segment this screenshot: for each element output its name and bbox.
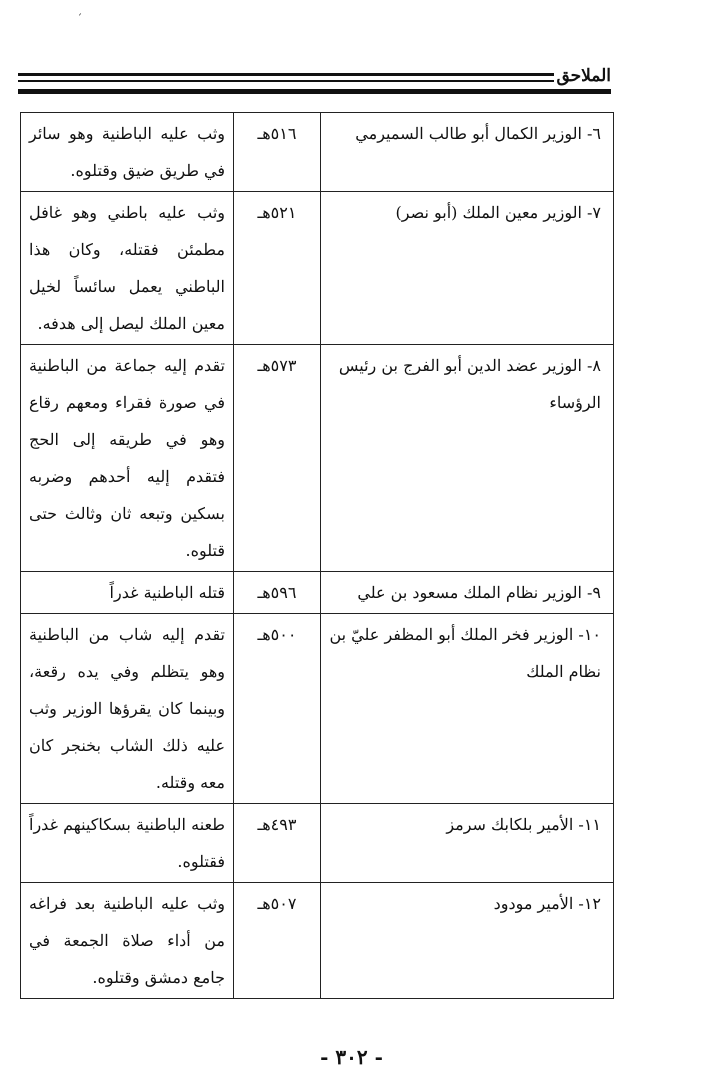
- victim-name-cell: ٩- الوزير نظام الملك مسعود بن علي: [321, 572, 614, 614]
- table-row: [21, 113, 614, 192]
- running-header-title: الملاحق: [556, 66, 611, 86]
- table-row: [21, 345, 614, 572]
- description-cell: وثب عليه الباطنية بعد فراغه من أداء صلاة الجمعة في جامع دمشق وقتلوه.: [21, 883, 234, 999]
- date-cell: ٥٢١هـ: [234, 192, 321, 345]
- table-row: [21, 572, 614, 614]
- date-cell: ٥٠٧هـ: [234, 883, 321, 999]
- header-rule-thick: [18, 89, 611, 94]
- description-cell: قتله الباطنية غدراً: [21, 572, 234, 614]
- victim-name-cell: ٧- الوزير معين الملك (أبو نصر): [321, 192, 614, 345]
- assassinations-table: [20, 112, 614, 999]
- date-cell: ٥٧٣هـ: [234, 345, 321, 572]
- victim-name-cell: ١٢- الأمير مودود: [321, 883, 614, 999]
- victim-name-cell: ١١- الأمير بلكابك سرمز: [321, 804, 614, 883]
- header-rule: [18, 73, 554, 76]
- description-cell: وثب عليه باطني وهو غافل مطمئن فقتله، وكان هذا الباطني يعمل سائساً لخيل معين الملك ليصل إلى هدفه.: [21, 192, 234, 345]
- description-cell: تقدم إليه جماعة من الباطنية في صورة فقراء ومعهم رقاع وهو في طريقه إلى الحج فتقدم إليه أحدهم وضربه بسكين وتبعه ثان وثالث حتى قتلوه.: [21, 345, 234, 572]
- description-cell: تقدم إليه شاب من الباطنية وهو يتظلم وفي يده رقعة، وبينما كان يقرؤها الوزير وثب عليه ذلك الشاب بخنجر كان معه وقتله.: [21, 614, 234, 804]
- victim-name-cell: ١٠- الوزير فخر الملك أبو المظفر عليّ بن نظام الملك: [321, 614, 614, 804]
- header-rule: [18, 80, 554, 82]
- date-cell: ٥١٦هـ: [234, 113, 321, 192]
- victim-name-cell: ٨- الوزير عضد الدين أبو الفرج بن رئيس الرؤساء: [321, 345, 614, 572]
- stray-mark: ´: [77, 14, 82, 25]
- date-cell: ٥٠٠هـ: [234, 614, 321, 804]
- date-cell: ٥٩٦هـ: [234, 572, 321, 614]
- date-cell: ٤٩٣هـ: [234, 804, 321, 883]
- description-cell: طعنه الباطنية بسكاكينهم غدراً فقتلوه.: [21, 804, 234, 883]
- table-row: [21, 614, 614, 804]
- table-row: [21, 804, 614, 883]
- table-row: [21, 883, 614, 999]
- table-row: [21, 192, 614, 345]
- description-cell: وثب عليه الباطنية وهو سائر في طريق ضيق وقتلوه.: [21, 113, 234, 192]
- page-number: - ٣٠٢ -: [320, 1045, 383, 1069]
- victim-name-cell: ٦- الوزير الكمال أبو طالب السميرمي: [321, 113, 614, 192]
